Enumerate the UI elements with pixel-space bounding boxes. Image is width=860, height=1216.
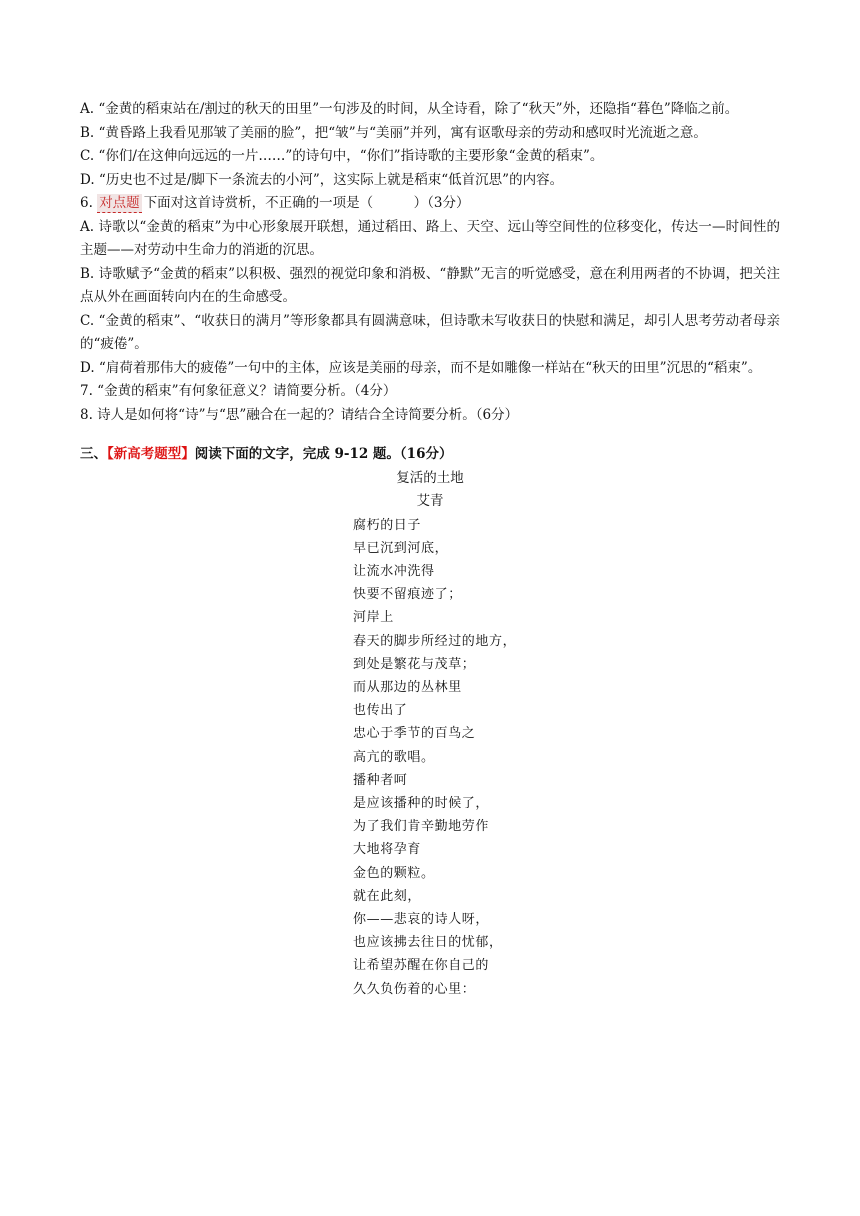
poem-line: 也应该拂去往日的忧郁， — [353, 935, 503, 951]
poem-line: 久久负伤着的心里： — [353, 981, 476, 997]
poem-line: 是应该播种的时候了， — [353, 795, 490, 811]
poem-author: 艾青 — [416, 493, 444, 509]
poem-line: 忠心于季节的百鸟之 — [353, 726, 476, 742]
option-6c: C. “金黄的稻束”、“收获日的满月”等形象都具有圆满意味，但诗歌未写收获日的快慰和满足，却引人思考劳动者母亲的“疲倦”。 — [80, 312, 780, 352]
section-3-prefix: 三、 — [80, 446, 107, 462]
option-6b: B. 诗歌赋予“金黄的稻束”以积极、强烈的视觉印象和消极、“静默”无言的听觉感受，意在利用两者的不协调，把关注点从外在画面转向内在的生命感受。 — [80, 265, 780, 305]
poem-title: 复活的土地 — [396, 469, 464, 486]
question-tag: 对点题 — [99, 195, 140, 211]
question-6-stem: 下面对这首诗赏析，不正确的一项是（ ）（3分） — [143, 195, 470, 211]
poem-body — [353, 514, 780, 1001]
question-6-number: 6. — [80, 195, 93, 211]
option-5d: D. “历史也不过是/脚下一条流去的小河”，这实际上就是稻束“低首沉思”的内容。 — [80, 171, 564, 188]
section-3-heading — [80, 443, 780, 467]
document-page — [80, 98, 780, 1001]
poem-line: 就在此刻， — [353, 888, 422, 904]
question-8: 8. 诗人是如何将“诗”与“思”融合在一起的？请结合全诗简要分析。（6分） — [80, 406, 519, 423]
poem-line: 到处是繁花与茂草； — [353, 656, 476, 672]
poem-line: 高亢的歌唱。 — [353, 749, 435, 765]
option-5b: B. “黄昏路上我看见那皱了美丽的脸”，把“皱”与“美丽”并列，寓有讴歌母亲的劳动和感叹时光流逝之意。 — [80, 124, 707, 141]
poem-line: 也传出了 — [353, 703, 408, 719]
poem-line: 你——悲哀的诗人呀， — [353, 911, 490, 927]
option-5c: C. “你们/在这伸向远远的一片……”的诗句中，“你们”指诗歌的主要形象“金黄的稻束”。 — [80, 148, 604, 164]
question-6 — [80, 192, 780, 216]
poem-line: 让流水冲洗得 — [353, 563, 435, 579]
poem-line: 为了我们肯辛勤地劳作 — [353, 819, 490, 835]
poem-line: 大地将孕育 — [353, 842, 422, 858]
question-7: 7. “金黄的稻束”有何象征意义？请简要分析。（4分） — [80, 383, 397, 399]
section-3-text: 阅读下面的文字，完成 9-12 题。（16分） — [194, 446, 453, 462]
poem-line: 让希望苏醒在你自己的 — [353, 958, 490, 974]
poem-line: 春天的脚步所经过的地方， — [353, 633, 517, 649]
option-6a: A. 诗歌以“金黄的稻束”为中心形象展开联想，通过稻田、路上、天空、远山等空间性的位移变化，传达一—时间性的主题——对劳动中生命力的消逝的沉思。 — [80, 218, 780, 258]
option-5a: A. “金黄的稻束站在/割过的秋天的田里”一句涉及的时间，从全诗看，除了“秋天”外，还隐指“暮色”降临之前。 — [80, 101, 739, 117]
poem-line: 腐朽的日子 — [353, 517, 422, 533]
section-3-tag: 【新高考题型】 — [107, 446, 195, 462]
poem-line: 河岸上 — [353, 610, 394, 626]
poem-line: 播种者呵 — [353, 772, 408, 788]
poem-line: 而从那边的丛林里 — [353, 679, 462, 695]
poem-line: 金色的颗粒。 — [353, 865, 435, 881]
poem-line: 快要不留痕迹了； — [353, 587, 462, 603]
poem-line: 早已沉到河底， — [353, 540, 449, 556]
option-6d: D. “肩荷着那伟大的疲倦”一句中的主体，应该是美丽的母亲，而不是如雕像一样站在“秋天的田里”沉思的“稻束”。 — [80, 359, 762, 376]
